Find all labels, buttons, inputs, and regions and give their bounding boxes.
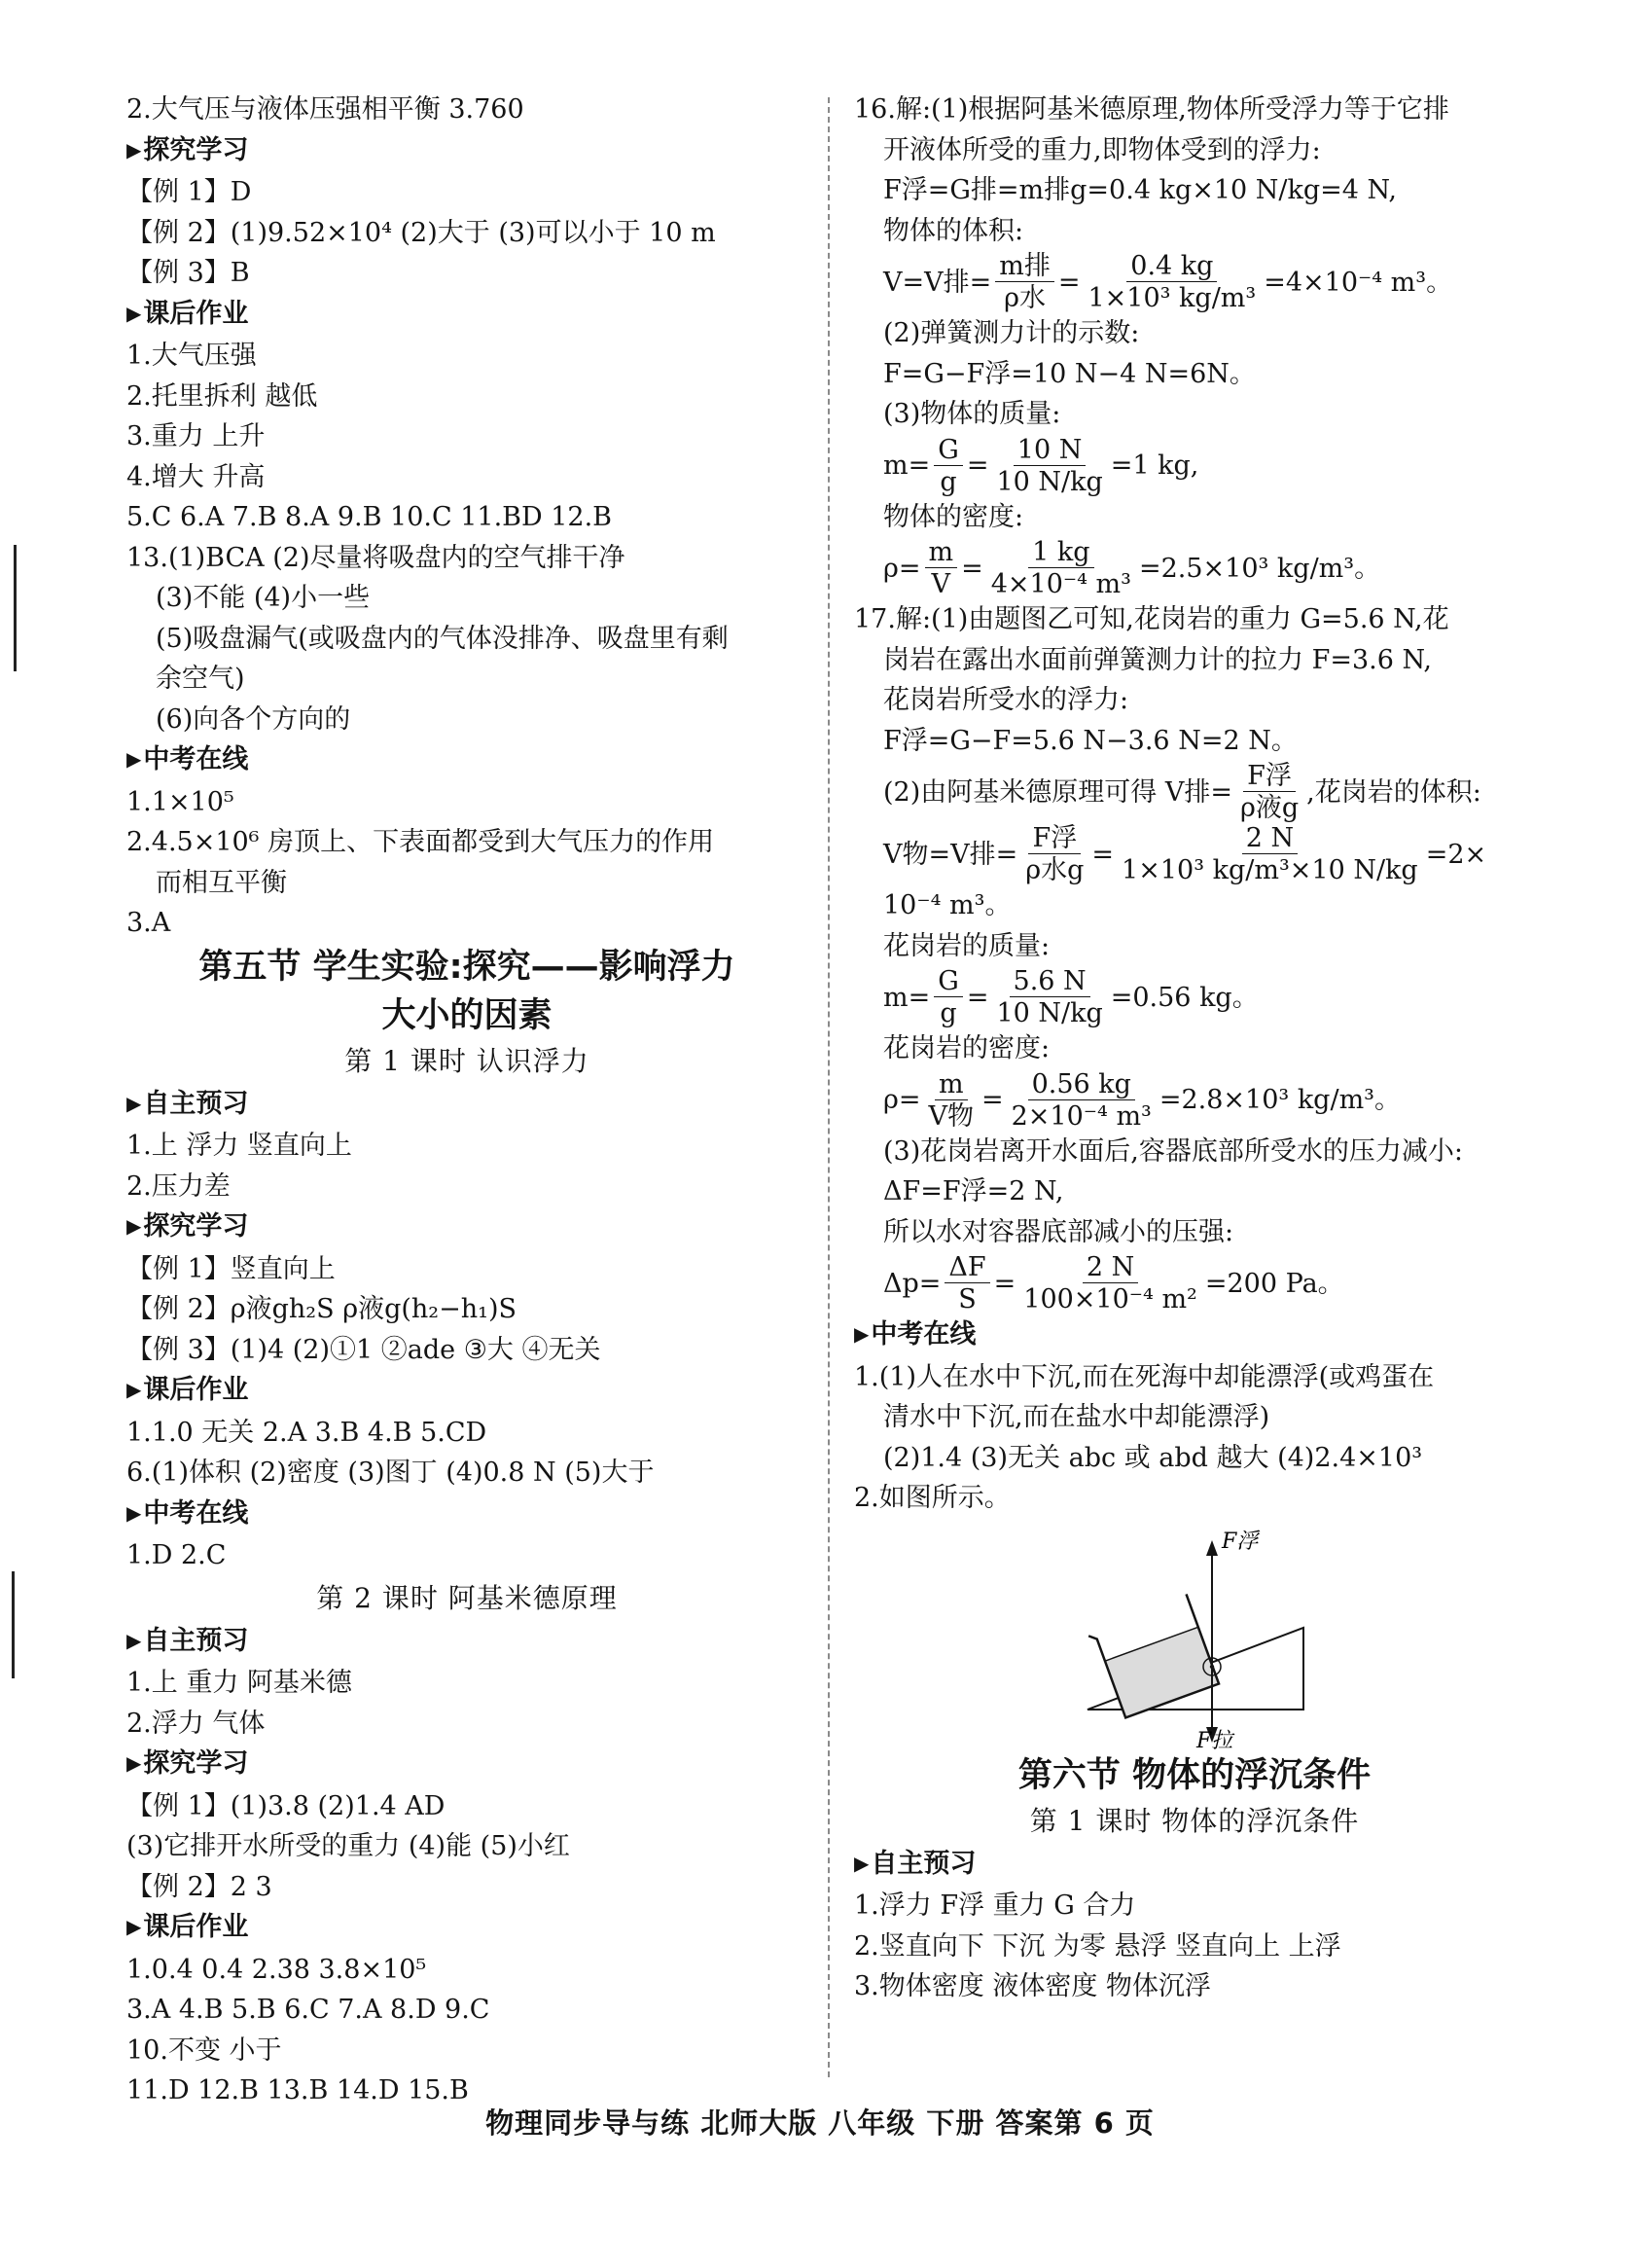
answer-line: F浮=G−F=5.6 N−3.6 N=2 N。 [883, 725, 1298, 756]
answer-line: 花岗岩的密度: [883, 1033, 1051, 1063]
lesson-title: 第 2 课时 阿基米德原理 [316, 1581, 618, 1614]
answer-line: 【例 2】2 3 [126, 1871, 272, 1902]
answer-line: 2.4.5×10⁶ 房顶上、下表面都受到大气压力的作用 [126, 827, 715, 857]
page-footer: 物理同步导与练 北师大版 八年级 下册 答案第 6 页 [485, 2106, 1155, 2140]
answer-line: 【例 1】(1)3.8 (2)1.4 AD [126, 1790, 446, 1821]
answer-line: 【例 2】(1)9.52×10⁴ (2)大于 (3)可以小于 10 m [126, 217, 716, 248]
answer-line: F浮=G排=m排g=0.4 kg×10 N/kg=4 N, [883, 175, 1398, 205]
answer-line: (3)物体的质量: [883, 399, 1061, 429]
force-diagram [854, 1519, 1535, 1752]
column-divider [828, 97, 830, 2077]
formula-mass: m= $\frac{G}{g}$ = $\frac{10 N}{10 N/kg}$ =1 kg, [883, 434, 1199, 497]
answer-line: 13.(1)BCA (2)尽量将吸盘内的空气排干净 [126, 542, 625, 573]
fraction: $\frac{\Delta F}{S}$ [945, 1254, 989, 1313]
section-title: 大小的因素 [381, 995, 553, 1035]
section-heading: ▶ 自主预习 [126, 1084, 807, 1127]
fraction: $\frac{10 N}{10 N/kg}$ [996, 434, 1103, 497]
answer-line: 3.A [126, 908, 171, 938]
scan-mark [12, 1571, 15, 1678]
lesson-title: 第 1 课时 认识浮力 [344, 1044, 589, 1077]
section-heading: ▶ 中考在线 [126, 739, 807, 782]
answer-line: 1.D 2.C [126, 1540, 227, 1570]
answer-line: 2.如图所示。 [854, 1483, 1011, 1513]
answer-line: 2.竖直向下 下沉 为零 悬浮 竖直向上 上浮 [854, 1930, 1341, 1962]
right-column [854, 90, 1535, 2007]
fraction: $\frac{2 N}{\text{100×10⁻⁴ m²}}$ [1023, 1252, 1197, 1314]
answer-line: 清水中下沉,而在盐水中却能漂浮) [883, 1402, 1270, 1432]
answer-line: 2.浮力 气体 [126, 1708, 266, 1739]
answer-line: 2.托里拆利 越低 [126, 380, 318, 412]
fraction: $\frac{0.56 kg}{\text{2×10⁻⁴ m³}}$ [1011, 1068, 1152, 1132]
buoyancy-label: F浮 [1222, 1529, 1259, 1554]
fraction: $\frac{m}{\text{V物}}$ [928, 1068, 974, 1132]
section-title: 第五节 学生实验:探究——影响浮力 [198, 947, 735, 987]
section-heading: ▶ 课后作业 [126, 1370, 807, 1413]
ball-center [1210, 1664, 1214, 1668]
answer-line: 1.1.0 无关 2.A 3.B 4.B 5.CD [126, 1417, 487, 1448]
fraction: $\frac{\text{F浮}}{\text{ρ液g}}$ [1239, 761, 1300, 823]
answer-line: 物体的体积: [883, 215, 1024, 246]
formula-density: ρ= $\frac{m}{V}$ = $\frac{1 kg}{\text{4×10⁻⁴ m³}}$ =2.5×10³ kg/m³。 [883, 537, 1381, 599]
answer-line: (3)花岗岩离开水面后,容器底部所受水的压力减小: [883, 1135, 1463, 1167]
fraction: $\frac{1 kg}{\text{4×10⁻⁴ m³}}$ [990, 537, 1131, 599]
answer-line: 3.A 4.B 5.B 6.C 7.A 8.D 9.C [126, 1995, 490, 2025]
section-heading: ▶ 探究学习 [126, 1744, 807, 1786]
answer-line: F=G−F浮=10 N−4 N=6N。 [883, 358, 1256, 389]
answer-line: 10.不变 小于 [126, 2034, 282, 2066]
answer-line: 岗岩在露出水面前弹簧测力计的拉力 F=3.6 N, [883, 644, 1432, 675]
answer-line: 花岗岩的质量: [883, 930, 1051, 961]
answer-line: 【例 3】(1)4 (2)①1 ②ade ③大 ④无关 [126, 1334, 601, 1365]
answer-line: 1.(1)人在水中下沉,而在死海中却能漂浮(或鸡蛋在 [854, 1361, 1435, 1392]
section-heading: ▶ 自主预习 [126, 1621, 807, 1664]
answer-line: 17.解:(1)由题图乙可知,花岗岩的重力 G=5.6 N,花 [854, 604, 1449, 634]
fraction: $\frac{\text{F浮}}{\text{ρ水g}}$ [1025, 823, 1085, 885]
answer-line: 1.0.4 0.4 2.38 3.8×10⁵ [126, 1954, 427, 1985]
answer-line: 1.上 浮力 竖直向上 [126, 1131, 352, 1161]
answer-line: 物体的密度: [883, 501, 1024, 532]
answer-line: 所以水对容器底部减小的压强: [883, 1216, 1234, 1247]
section-title: 第六节 物体的浮沉条件 [1017, 1755, 1372, 1795]
section-heading: ▶ 探究学习 [126, 1206, 807, 1249]
answer-line: 1.大气压强 [126, 341, 257, 371]
section-heading: ▶ 中考在线 [854, 1314, 1535, 1357]
answer-line: (3)它排开水所受的重力 (4)能 (5)小红 [126, 1831, 570, 1861]
section-heading: ▶ 课后作业 [126, 1907, 807, 1950]
answer-line: (2)弹簧测力计的示数: [883, 318, 1140, 348]
lesson-title: 第 1 课时 物体的浮沉条件 [1029, 1804, 1360, 1837]
answer-line: 6.(1)体积 (2)密度 (3)图丁 (4)0.8 N (5)大于 [126, 1458, 655, 1488]
section-heading: ▶ 探究学习 [126, 130, 807, 173]
answer-line: 2.压力差 [126, 1170, 231, 1202]
answer-line: (6)向各个方向的 [156, 703, 351, 735]
fraction: $\frac{G}{g}$ [934, 968, 963, 1026]
formula-volume: V=V排= $\frac{\text{m排}}{\text{ρ水}}$ = $\frac{0.4 kg}{\text{1×10³ kg/m³}}$ =4×10⁻⁴ m³。 [883, 251, 1453, 313]
section-heading: ▶ 课后作业 [126, 294, 807, 337]
formula-granite-density: ρ= $\frac{m}{\text{V物}}$ = $\frac{0.56 kg}{\text{2×10⁻⁴ m³}}$ =2.8×10³ kg/m³。 [883, 1068, 1401, 1132]
answer-line: 1.浮力 F浮 重力 G 合力 [854, 1890, 1136, 1921]
fraction: $\frac{G}{g}$ [934, 437, 963, 495]
answer-line: 3.重力 上升 [126, 421, 266, 451]
answer-line: 而相互平衡 [156, 867, 287, 898]
formula-pressure: Δp= $\frac{\Delta F}{S}$ = $\frac{2 N}{\text{100×10⁻⁴ m²}}$ =200 Pa。 [883, 1252, 1344, 1314]
answer-line: 【例 2】ρ液gh₂S ρ液g(h₂−h₁)S [126, 1294, 517, 1324]
answer-line: (2)1.4 (3)无关 abc 或 abd 越大 (4)2.4×10³ [883, 1442, 1423, 1473]
answer-line: 【例 1】竖直向上 [126, 1253, 336, 1284]
answer-line: 【例 1】D [126, 177, 252, 207]
answer-line: 5.C 6.A 7.B 8.A 9.B 10.C 11.BD 12.B [126, 502, 613, 532]
section-heading: ▶ 自主预习 [854, 1844, 1535, 1887]
fraction: $\frac{2 N}{\text{1×10³ kg/m³×10 N/kg}}$ [1122, 823, 1418, 885]
answer-line: (3)不能 (4)小一些 [156, 583, 371, 613]
fraction: $\frac{5.6 N}{10 N/kg}$ [996, 966, 1103, 1028]
formula-archimedes: (2)由阿基米德原理可得 V排= $\frac{\text{F浮}}{\text{ρ液g}}$ ,花岗岩的体积: [883, 761, 1481, 823]
answer-line: 1.1×10⁵ [126, 786, 234, 817]
left-column [126, 90, 807, 2111]
answer-line: 3.物体密度 液体密度 物体沉浮 [854, 1971, 1211, 2001]
buoyancy-arrowhead [1206, 1540, 1218, 1556]
scan-mark [14, 545, 17, 671]
answer-line: 16.解:(1)根据阿基米德原理,物体所受浮力等于它排 [854, 94, 1449, 125]
pull-label: F拉 [1196, 1728, 1233, 1752]
formula-granite-volume: V物=V排= $\frac{\text{F浮}}{\text{ρ水g}}$ = $\frac{2 N}{\text{1×10³ kg/m³×10 N/kg}}$ =2× [883, 823, 1487, 885]
answer-line: 余空气) [156, 664, 245, 694]
answer-line: 10⁻⁴ m³。 [883, 890, 1012, 920]
answer-line: 4.增大 升高 [126, 461, 266, 492]
answer-line: 【例 3】B [126, 258, 250, 288]
formula-granite-mass: m= $\frac{G}{g}$ = $\frac{5.6 N}{10 N/kg}$ =0.56 kg。 [883, 966, 1259, 1028]
answer-line: 11.D 12.B 13.B 14.D 15.B [126, 2075, 469, 2106]
answer-line: 2.大气压与液体压强相平衡 3.760 [126, 94, 524, 125]
answer-line: ΔF=F浮=2 N, [883, 1176, 1064, 1206]
fraction: $\frac{\text{m排}}{\text{ρ水}}$ [995, 253, 1054, 311]
fraction: $\frac{m}{V}$ [925, 539, 958, 597]
section-heading: ▶ 中考在线 [126, 1494, 807, 1536]
force-diagram-svg [854, 1519, 1535, 1752]
answer-line: (5)吸盘漏气(或吸盘内的气体没排净、吸盘里有剩 [156, 623, 729, 654]
answer-line: 开液体所受的重力,即物体受到的浮力: [883, 134, 1321, 165]
answer-line: 1.上 重力 阿基米德 [126, 1668, 352, 1698]
fraction: $\frac{0.4 kg}{\text{1×10³ kg/m³}}$ [1087, 251, 1257, 313]
answer-line: 花岗岩所受水的浮力: [883, 685, 1129, 715]
